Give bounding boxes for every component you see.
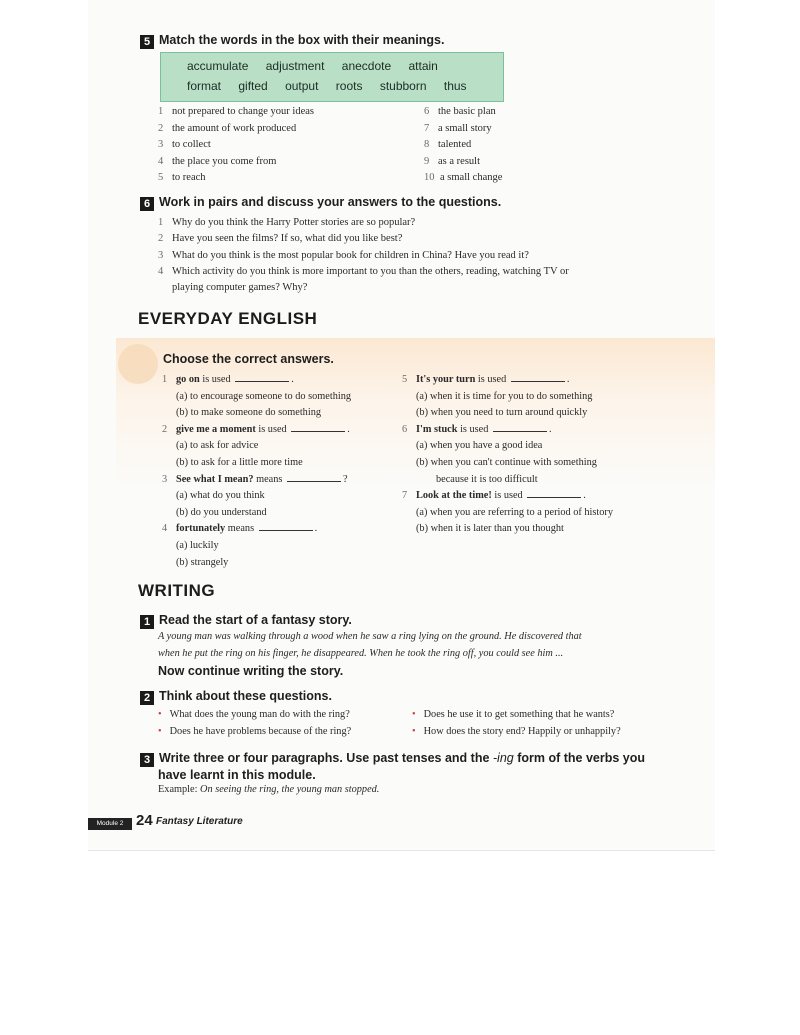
- list-item: 3 to collect: [158, 139, 211, 151]
- list-item: 8 talented: [424, 139, 472, 151]
- decorative-circle: [118, 344, 158, 384]
- writing-example: Example: On seeing the ring, the young man stopped.: [158, 784, 380, 795]
- list-item: 4 the place you come from: [158, 155, 277, 167]
- option: (a) when it is time for you to do something: [416, 390, 593, 402]
- word-box: [160, 52, 504, 102]
- question-4: 4 fortunately means .: [162, 523, 318, 535]
- discussion-questions: [158, 215, 569, 296]
- page-edge: [88, 850, 715, 851]
- list-item: 4 Which activity do you think is more important to you than the others, reading, watching TV or: [158, 265, 569, 277]
- list-item: 10 a small change: [424, 172, 503, 184]
- question-2: 2 give me a moment is used .: [162, 423, 350, 435]
- continue-instruction: Now continue writing the story.: [158, 664, 344, 678]
- option: (b) when it is later than you thought: [416, 523, 564, 535]
- section6-heading: 6 Work in pairs and discuss your answers to the questions.: [140, 195, 501, 211]
- answer-blank[interactable]: [287, 472, 341, 482]
- list-item: 2 Have you seen the films? If so, what did you like best?: [158, 233, 403, 245]
- module-tag: Module 2: [88, 818, 132, 830]
- bullet-item: • What does the young man do with the ring?: [158, 707, 351, 724]
- answer-blank[interactable]: [511, 372, 565, 382]
- option: (b) to make someone do something: [176, 407, 321, 419]
- option: (b) strangely: [176, 556, 229, 568]
- section5-heading: 5 Match the words in the box with their meanings.: [140, 33, 444, 49]
- question-1: 1 go on is used .: [162, 374, 294, 385]
- question-7: 7 Look at the time! is used .: [402, 490, 586, 502]
- option: (a) when you have a good idea: [416, 440, 543, 452]
- list-item: 3 What do you think is the most popular book for children in China? Have you read it?: [158, 249, 529, 261]
- question-6: 6 I'm stuck is used .: [402, 423, 552, 435]
- question-3: 3 See what I mean? means ?: [162, 473, 348, 485]
- option: (a) luckily: [176, 539, 219, 551]
- section-number-badge: 6: [140, 197, 154, 211]
- bullet-item: • Does he use it to get something that he wants?: [412, 707, 621, 724]
- word-row-1: accumulate adjustment anecdote attain: [187, 59, 438, 73]
- option: (b) when you can't continue with something: [416, 456, 597, 468]
- questions-left: [158, 707, 351, 740]
- word-row-2: format gifted output roots stubborn thus: [187, 79, 467, 93]
- list-item: 6 the basic plan: [424, 106, 496, 117]
- writing-step2-heading: 2 Think about these questions.: [140, 689, 332, 705]
- page-number: 24: [136, 812, 153, 829]
- everyday-instruction: Choose the correct answers.: [163, 352, 334, 366]
- option-continuation: because it is too difficult: [436, 473, 538, 485]
- footer-title: Fantasy Literature: [156, 816, 243, 827]
- option: (a) to encourage someone to do something: [176, 390, 351, 402]
- list-item: 2 the amount of work produced: [158, 122, 297, 134]
- everyday-left-column: [162, 372, 351, 571]
- answer-blank[interactable]: [291, 422, 345, 432]
- everyday-right-column: [402, 372, 613, 538]
- option: (a) when you are referring to a period of history: [416, 506, 613, 518]
- section-number-badge: 1: [140, 615, 154, 629]
- question-5: 5 It's your turn is used .: [402, 374, 570, 385]
- list-item: 9 as a result: [424, 155, 480, 167]
- writing-step1-heading: 1 Read the start of a fantasy story.: [140, 613, 352, 629]
- textbook-page: [88, 0, 715, 850]
- answer-blank[interactable]: [259, 521, 313, 531]
- writing-step3-heading: 3 Write three or four paragraphs. Use past tenses and the -ing form of the verbs you have learnt in this module.: [140, 750, 645, 783]
- option: (b) when you need to turn around quickly: [416, 407, 588, 419]
- section-number-badge: 2: [140, 691, 154, 705]
- list-item: 1 not prepared to change your ideas: [158, 106, 314, 117]
- meanings-right-list: [424, 104, 502, 187]
- questions-right: [412, 707, 621, 740]
- answer-blank[interactable]: [527, 488, 581, 498]
- option: (a) what do you think: [176, 490, 265, 502]
- section-number-badge: 5: [140, 35, 154, 49]
- meanings-left-list: [158, 104, 314, 187]
- list-item: 5 to reach: [158, 172, 206, 184]
- option: (a) to ask for advice: [176, 440, 259, 452]
- list-item: 7 a small story: [424, 122, 492, 134]
- writing-title: WRITING: [138, 581, 216, 600]
- option: (b) to ask for a little more time: [176, 456, 303, 468]
- answer-blank[interactable]: [235, 372, 289, 382]
- bullet-item: • How does the story end? Happily or unhappily?: [412, 724, 621, 741]
- bullet-item: • Does he have problems because of the ring?: [158, 724, 351, 741]
- option: (b) do you understand: [176, 506, 267, 518]
- list-item: playing computer games? Why?: [172, 282, 308, 294]
- section-number-badge: 3: [140, 753, 154, 767]
- everyday-english-title: EVERYDAY ENGLISH: [138, 309, 318, 328]
- answer-blank[interactable]: [493, 422, 547, 432]
- story-start: A young man was walking through a wood when he saw a ring lying on the ground. He discovered that when he put the ring on his finger, he disappeared. When he took the ring off, you could see him ...: [158, 631, 582, 659]
- list-item: 1 Why do you think the Harry Potter stories are so popular?: [158, 217, 416, 228]
